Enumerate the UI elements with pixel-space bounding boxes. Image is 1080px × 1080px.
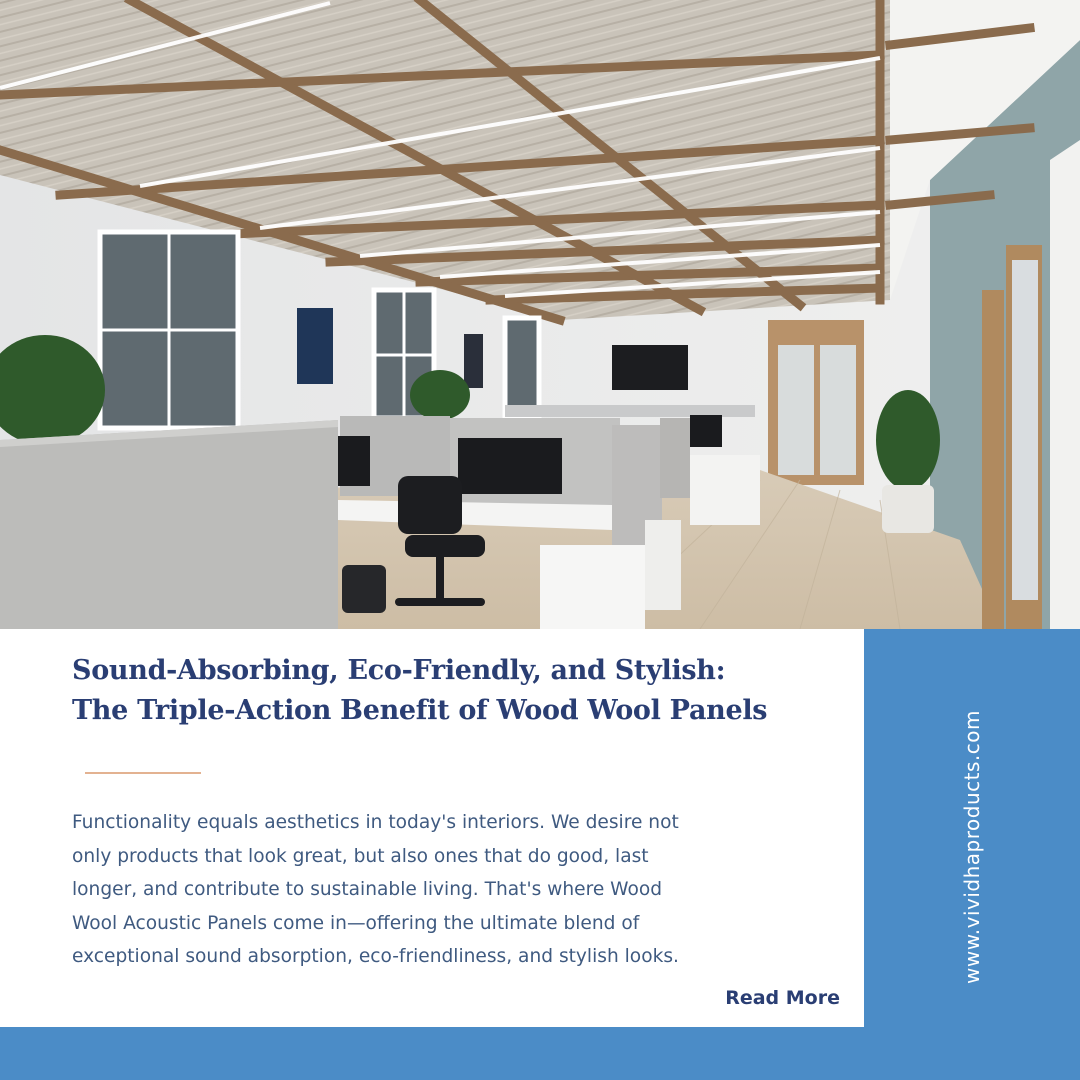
article-body-line: Functionality equals aesthetics in today's interiors. We desire not bbox=[72, 812, 679, 833]
title-divider bbox=[85, 772, 201, 774]
read-more-link[interactable]: Read More bbox=[725, 987, 840, 1009]
article-title bbox=[72, 651, 852, 731]
brand-bottom-stripe bbox=[0, 1027, 918, 1080]
article-body bbox=[72, 806, 832, 974]
article-body-line: only products that look great, but also ones that do good, last bbox=[72, 845, 649, 867]
article-title-line-2: The Triple-Action Benefit of Wood Wool Panels bbox=[72, 695, 768, 726]
article-card bbox=[0, 629, 864, 1027]
article-body-line: exceptional sound absorption, eco-friendliness, and stylish looks. bbox=[72, 946, 679, 967]
article-body-line: longer, and contribute to sustainable living. That's where Wood bbox=[72, 879, 663, 900]
article-title-line-1: Sound-Absorbing, Eco-Friendly, and Stylish: bbox=[72, 655, 726, 686]
article-body-line: Wool Acoustic Panels come in—offering the ultimate blend of bbox=[72, 912, 640, 934]
website-url: www.vividhaproducts.com bbox=[960, 710, 984, 984]
